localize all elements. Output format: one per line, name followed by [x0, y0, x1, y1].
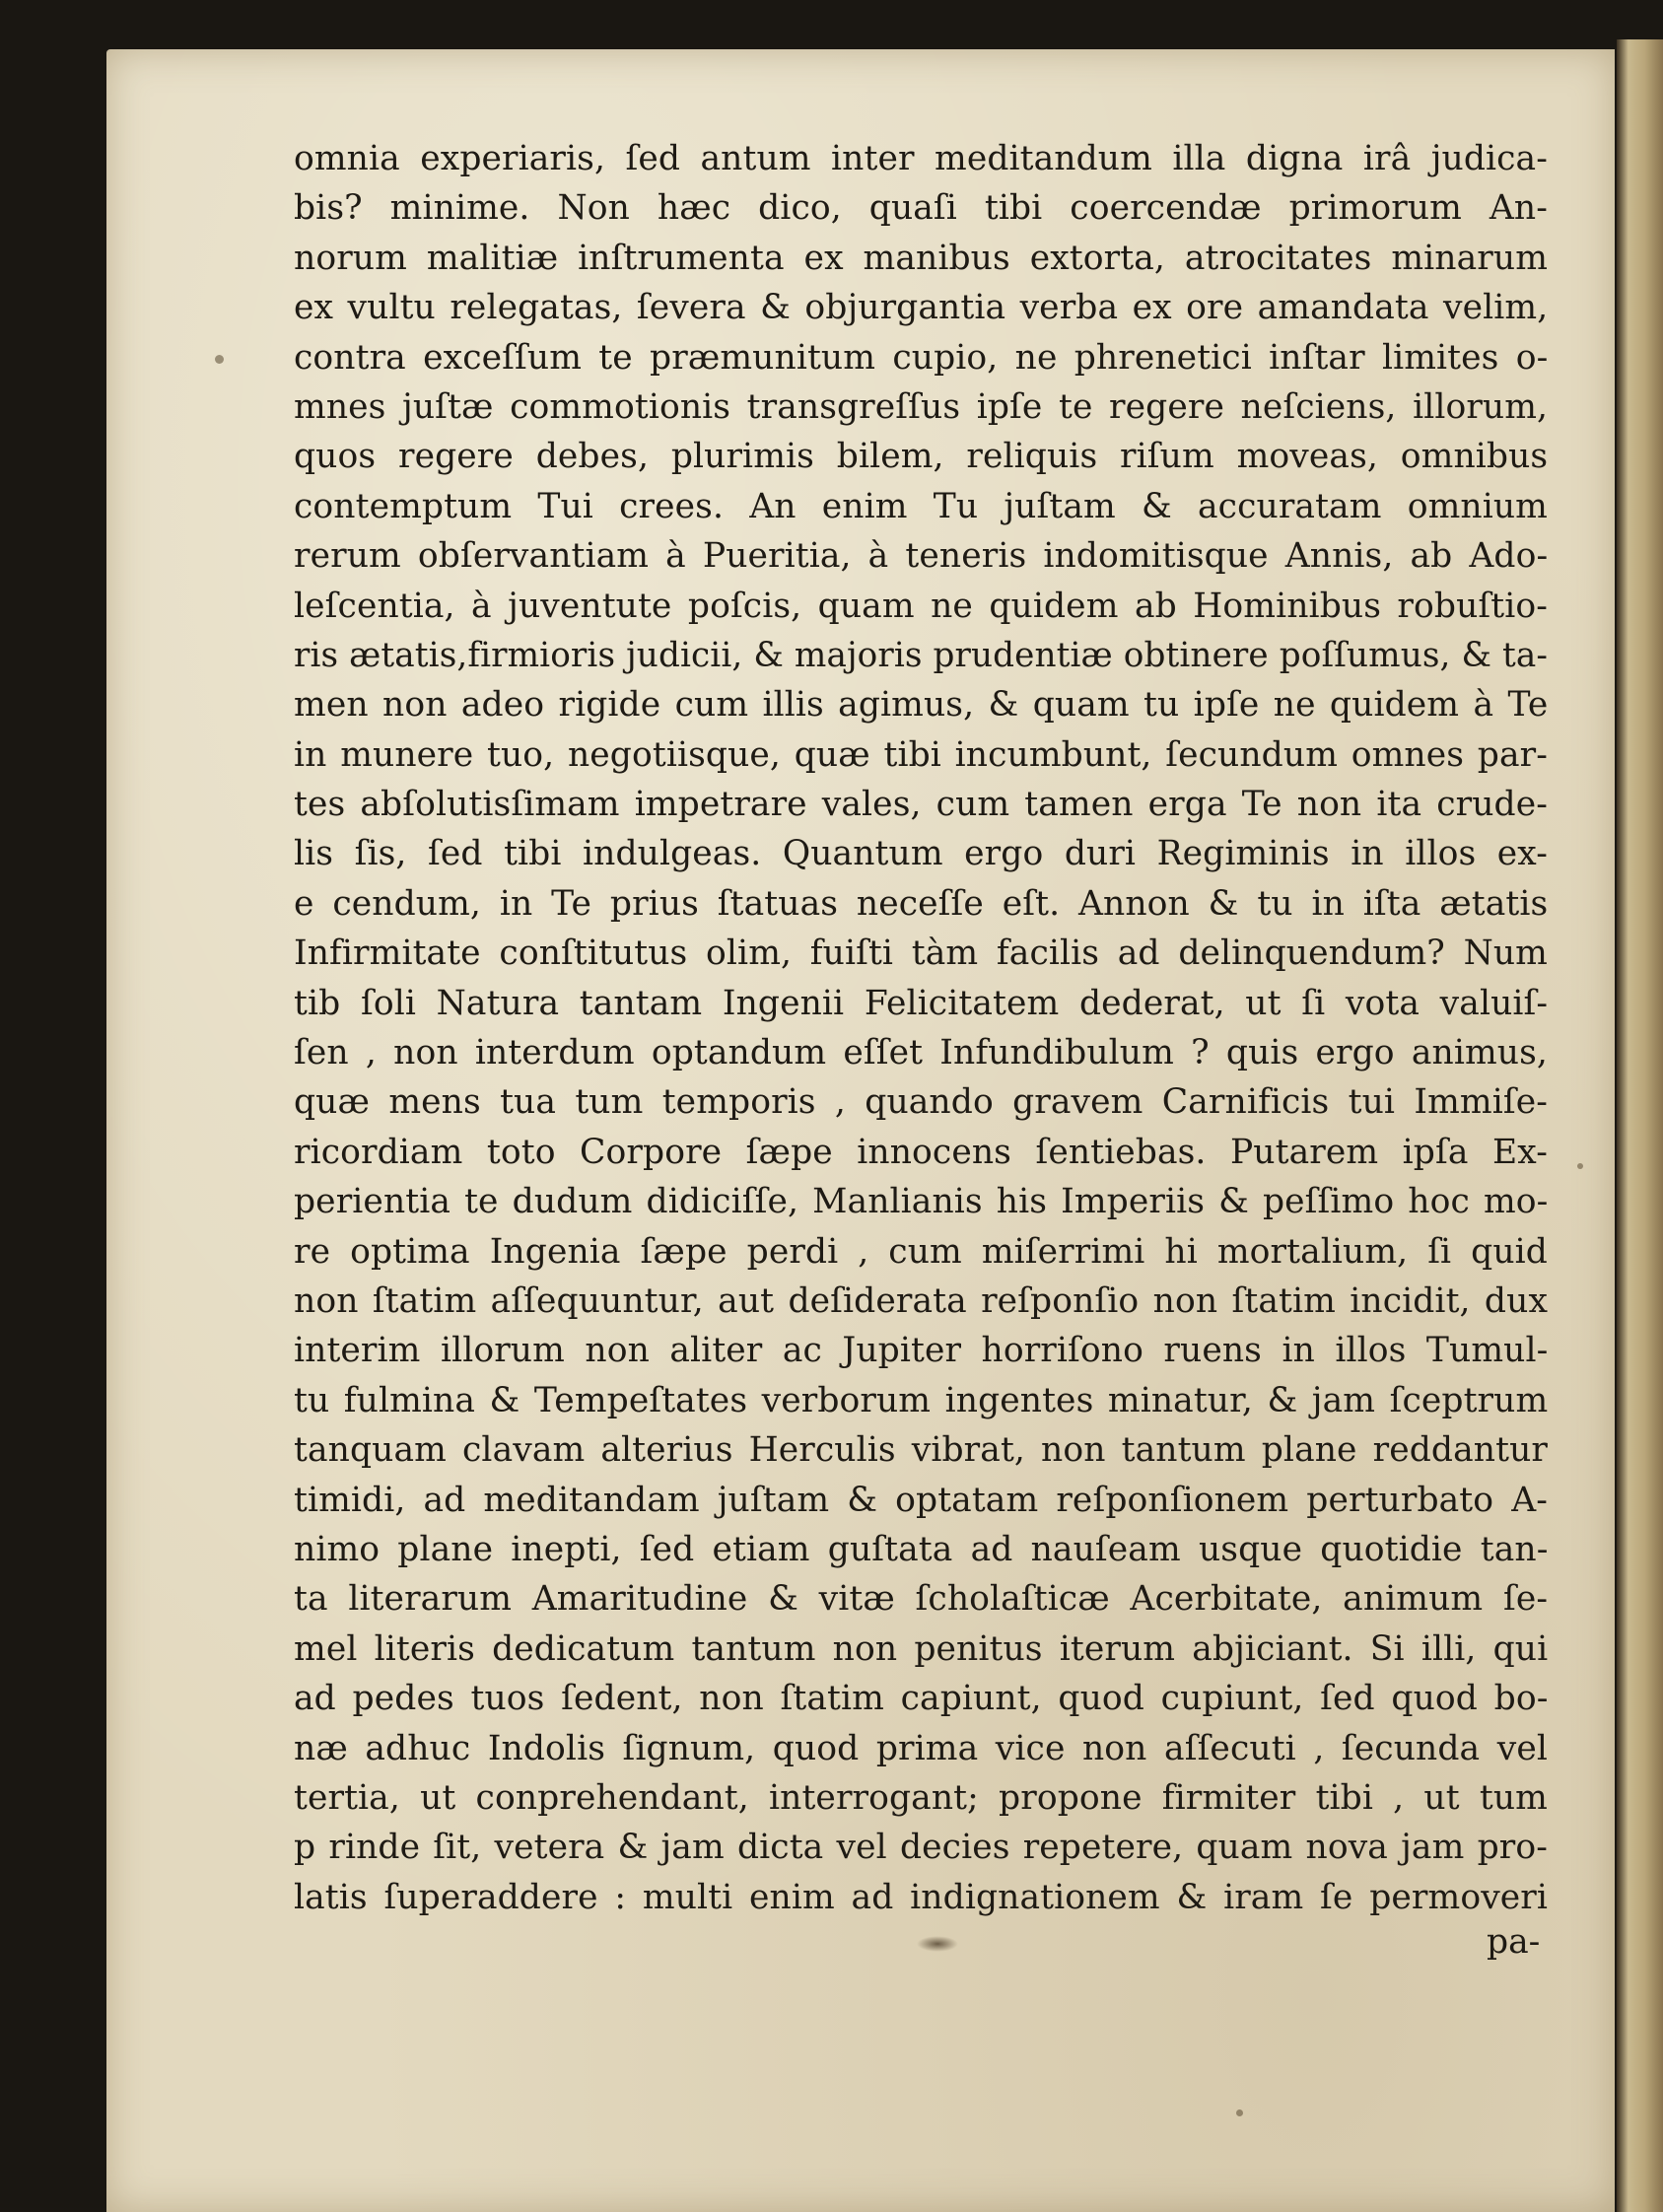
- text-line: næ adhuc Indolis ſignum, quod prima vice non aſſecuti , ſecunda vel: [294, 1728, 1548, 1768]
- page-edge: [1617, 39, 1663, 2212]
- text-line: timidi, ad meditandam juſtam & optatam reſponſionem perturbato A-: [294, 1480, 1548, 1520]
- text-line: tes abſolutisſimam impetrare vales, cum tamen erga Te non ita crude-: [294, 785, 1548, 825]
- text-line: ris ætatis,firmioris judicii, & majoris prudentiæ obtinere poſſumus, & ta-: [294, 635, 1549, 675]
- text-line: p rinde ſit, vetera & jam dicta vel decies repetere, quam nova jam pro-: [294, 1828, 1548, 1868]
- text-line: mel literis dedicatum tantum non penitus iterum abjiciant. Si illi, qui: [294, 1628, 1549, 1669]
- text-line: rerum obſervantiam à Pueritia, à teneris indomitisque Annis, ab Ado-: [294, 536, 1549, 577]
- text-line: contemptum Tui crees. An enim Tu juſtam & accuratam omnium: [294, 486, 1548, 526]
- text-line: men non adeo rigide cum illis agimus, & quam tu ipſe ne quidem à Te: [294, 685, 1549, 726]
- text-line: e cendum, in Te prius ſtatuas neceſſe eſt. Annon & tu in iſta ætatis: [294, 883, 1549, 924]
- text-line: interim illorum non aliter ac Jupiter horriſono ruens in illos Tumul-: [294, 1331, 1549, 1371]
- text-line: Infirmitate conſtitutus olim, fuiſti tàm facilis ad delinquendum? Num: [294, 933, 1548, 974]
- text-line: tu fulmina & Tempeſtates verborum ingentes minatur, & jam ſceptrum: [294, 1380, 1549, 1420]
- text-line: ta literarum Amaritudine & vitæ ſcholaſticæ Acerbitate, animum ſe-: [294, 1579, 1549, 1620]
- text-line: leſcentia, à juventute poſcis, quam ne quidem ab Hominibus robuſtio-: [294, 586, 1548, 626]
- text-line: omnia experiaris, ſed antum inter meditandum illa digna irâ judica-: [294, 139, 1548, 178]
- text-line: ad pedes tuos ſedent, non ſtatim capiunt, quod cupiunt, ſed quod bo-: [294, 1679, 1549, 1719]
- text-line: mnes juſtæ commotionis transgreſſus ipſe te regere neſciens, illorum,: [294, 386, 1549, 427]
- text-line: bis? minime. Non hæc dico, quaſi tibi coercendæ primorum An-: [294, 188, 1548, 229]
- catchword: pa-: [1487, 1922, 1541, 1962]
- text-line: quos regere debes, plurimis bilem, reliquis riſum moveas, omnibus: [294, 437, 1549, 477]
- text-line: contra exceſſum te præmunitum cupio, ne phrenetici inſtar limites o-: [294, 337, 1549, 378]
- text-line: tib ſoli Natura tantam Ingenii Felicitatem dederat, ut ſi vota valuiſ-: [294, 983, 1549, 1023]
- paper-speck: [1577, 1163, 1583, 1169]
- text-line: tanquam clavam alterius Herculis vibrat, non tantum plane reddantur: [294, 1430, 1548, 1471]
- text-line: quæ mens tua tum temporis , quando gravem Carnificis tui Immiſe-: [294, 1082, 1548, 1123]
- text-line: ex vultu relegatas, ſevera & objurgantia verba ex ore amandata velim,: [294, 288, 1549, 328]
- text-line: tertia, ut conprehendant, interrogant; propone firmiter tibi , ut tum: [294, 1777, 1548, 1818]
- paper-speck: [1236, 2109, 1243, 2116]
- text-line: non ſtatim aſſequuntur, aut deſiderata reſponſio non ſtatim incidit, dux: [294, 1280, 1548, 1321]
- text-line: perientia te dudum didiciſſe, Manlianis his Imperiis & peſſimo hoc mo-: [294, 1182, 1549, 1222]
- text-line: latis ſuperaddere : multi enim ad indignationem & iram ſe permoveri: [294, 1877, 1549, 1917]
- paper-speck: [215, 355, 224, 364]
- body-text: [294, 134, 1548, 1922]
- text-line: ſen , non interdum optandum eſſet Infundibulum ? quis ergo animus,: [294, 1033, 1548, 1073]
- text-line: lis ſis, ſed tibi indulgeas. Quantum ergo duri Regiminis in illos ex-: [294, 834, 1549, 874]
- ink-blot: [917, 1936, 958, 1952]
- text-line: in munere tuo, negotiisque, quæ tibi incumbunt, ſecundum omnes par-: [294, 734, 1549, 775]
- text-line: re optima Ingenia ſæpe perdi , cum miſerrimi hi mortalium, ſi quid: [294, 1231, 1548, 1272]
- text-line: norum malitiæ inſtrumenta ex manibus extorta, atrocitates minarum: [294, 238, 1549, 278]
- text-line: nimo plane inepti, ſed etiam guſtata ad nauſeam usque quotidie tan-: [294, 1529, 1549, 1569]
- text-line: ricordiam toto Corpore ſæpe innocens ſentiebas. Putarem ipſa Ex-: [294, 1132, 1548, 1172]
